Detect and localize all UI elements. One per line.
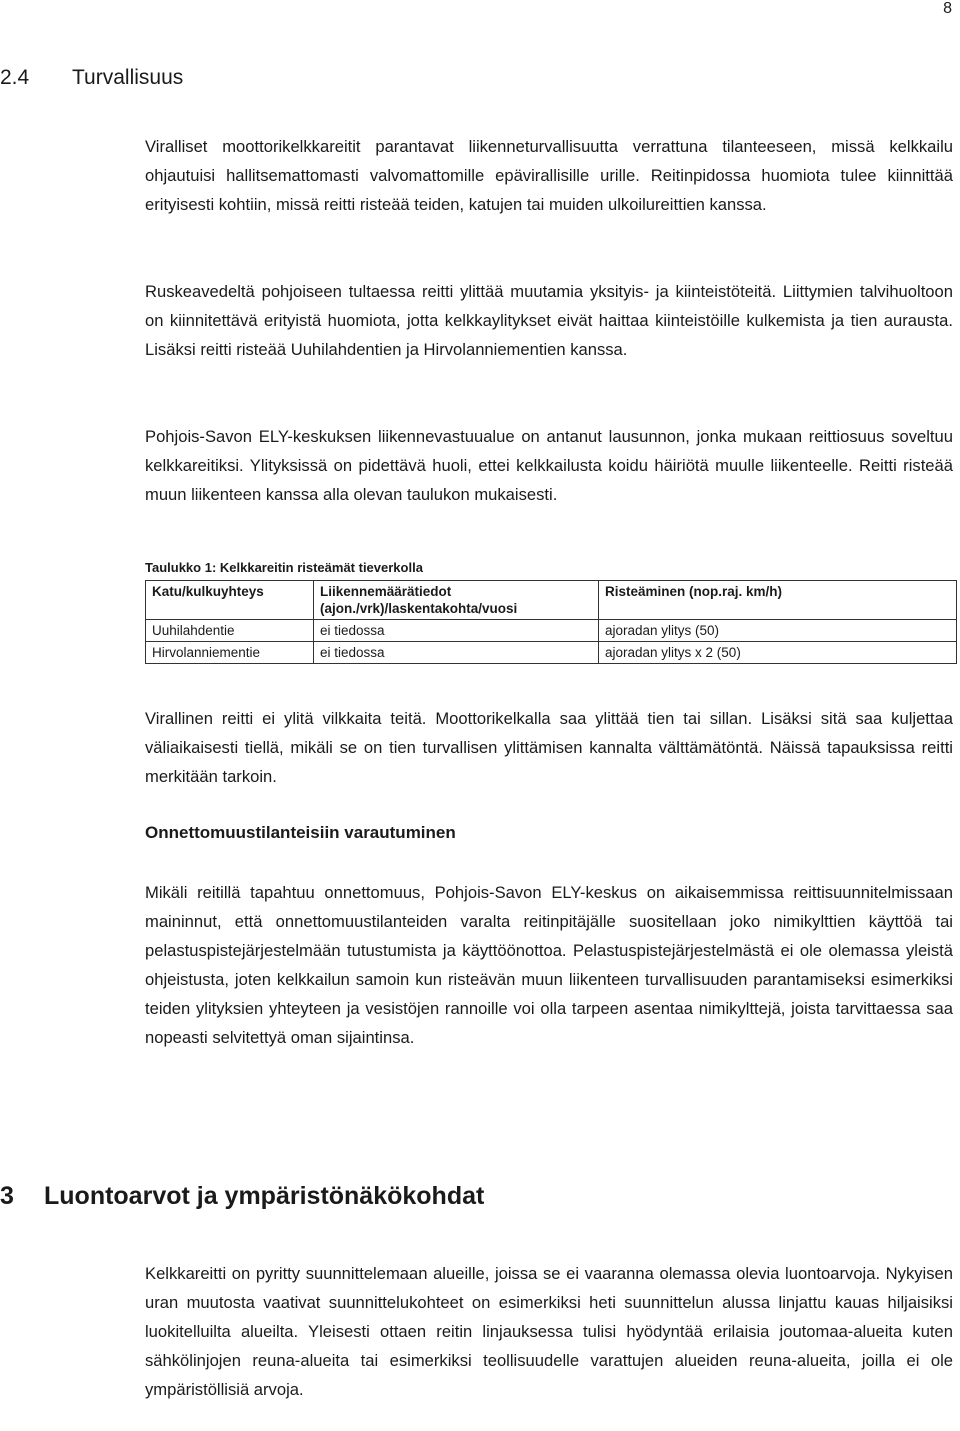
section-number: 2.4 xyxy=(0,66,30,89)
paragraph-ruskeavesi: Ruskeavedeltä pohjoiseen tultaessa reitti ylittää muutamia yksityis- ja kiinteistöteitä. Liittymien talvihuoltoon on kiinnitettävä erityistä huomiota, jotta kelkkaylitykset eivät haittaa kiinteistöille kulkemista ja tien aurausta. Lisäksi reitti risteää Uuhilahdentien ja Hirvolanniementien kanssa. xyxy=(145,282,953,359)
table-cell: Hirvolanniementie xyxy=(146,642,314,664)
column-header-road: Katu/kulkuyhteys xyxy=(146,581,314,620)
page-number: 8 xyxy=(943,0,952,17)
paragraph-safety-intro: Viralliset moottorikelkkareitit parantavat liikenneturvallisuutta verrattuna tilanteeseen, missä kelkkailu ohjautuisi hallitsemattomasti valvomattomille epävirallisille urille. Reitinpidossa huomiota tulee kiinnittää erityisesti kohtiin, missä reitti risteää teiden, katujen tai muiden ulkoilureittien kanssa. xyxy=(145,137,953,214)
section-title: Turvallisuus xyxy=(72,66,184,89)
column-header-crossing: Risteäminen (nop.raj. km/h) xyxy=(599,581,957,620)
section-heading xyxy=(0,66,183,90)
chapter-number: 3 xyxy=(0,1182,14,1210)
table-cell: ei tiedossa xyxy=(314,620,599,642)
table-header-row xyxy=(146,581,957,620)
table-row xyxy=(146,620,957,642)
column-header-traffic: Liikennemäärätiedot (ajon./vrk)/laskentakohta/vuosi xyxy=(314,581,599,620)
table-cell: Uuhilahdentie xyxy=(146,620,314,642)
table-cell: ajoradan ylitys x 2 (50) xyxy=(599,642,957,664)
table-row xyxy=(146,642,957,664)
crossings-table xyxy=(145,580,957,664)
paragraph-accidents: Mikäli reitillä tapahtuu onnettomuus, Pohjois-Savon ELY-keskus on aikaisemmissa reittisuunnitelmissaan maininnut, että onnettomuustilanteiden varalta reitinpitäjälle suositellaan joko nimikylttien käyttöä tai pelastuspistejärjestelmään tutustumista ja käyttöönottoa. Pelastuspistejärjestelmästä ei ole olemassa yleistä ohjeistusta, joten kelkkailun samoin kun risteävän muun liikenteen turvallisuuden parantamiseksi esimerkiksi teiden ylityksien yhteyteen ja vesistöjen rannoille voi olla tarpeen asentaa nimikylttejä, joista tarvittaessa saa nopeasti selvitettyä oman sijaintinsa. xyxy=(145,883,953,1047)
paragraph-nature: Kelkkareitti on pyritty suunnittelemaan alueille, joissa se ei vaaranna olemassa olevia luontoarvoja. Nykyisen uran muutosta vaativat suunnittelukohteet on esimerkiksi heti suunnittelun alussa linjattu kauas hiljaisiksi luokitelluilta alueilta. Yleisesti ottaen reitin linjauksessa tulisi hyödyntää erilaisia joutomaa-alueita kuten sähkölinjojen reuna-alueita tai esimerkiksi teollisuudelle varattujen alueiden reuna-alueita, joilla ei ole ympäristöllisiä arvoja. xyxy=(145,1264,953,1399)
chapter-title: Luontoarvot ja ympäristönäkökohdat xyxy=(44,1182,485,1210)
chapter-heading xyxy=(0,1182,484,1211)
paragraph-official-route: Virallinen reitti ei ylitä vilkkaita teitä. Moottorikelkalla saa ylittää tien tai sillan. Lisäksi sitä saa kuljettaa väliaikaisesti tiellä, mikäli se on tien turvallisen ylittämisen kannalta välttämätöntä. Näissä tapauksissa reitti merkitään tarkoin. xyxy=(145,709,953,786)
subheading-accidents: Onnettomuustilanteisiin varautuminen xyxy=(145,823,456,842)
table-cell: ei tiedossa xyxy=(314,642,599,664)
table-cell: ajoradan ylitys (50) xyxy=(599,620,957,642)
table-caption: Taulukko 1: Kelkkareitin risteämät tieverkolla xyxy=(145,560,423,575)
paragraph-ely-statement: Pohjois-Savon ELY-keskuksen liikennevastuualue on antanut lausunnon, jonka mukaan reittiosuus soveltuu kelkkareitiksi. Ylityksissä on pidettävä huoli, ettei kelkkailusta koidu häiriötä muulle liikenteelle. Reitti risteää muun liikenteen kanssa alla olevan taulukon mukaisesti. xyxy=(145,427,953,504)
